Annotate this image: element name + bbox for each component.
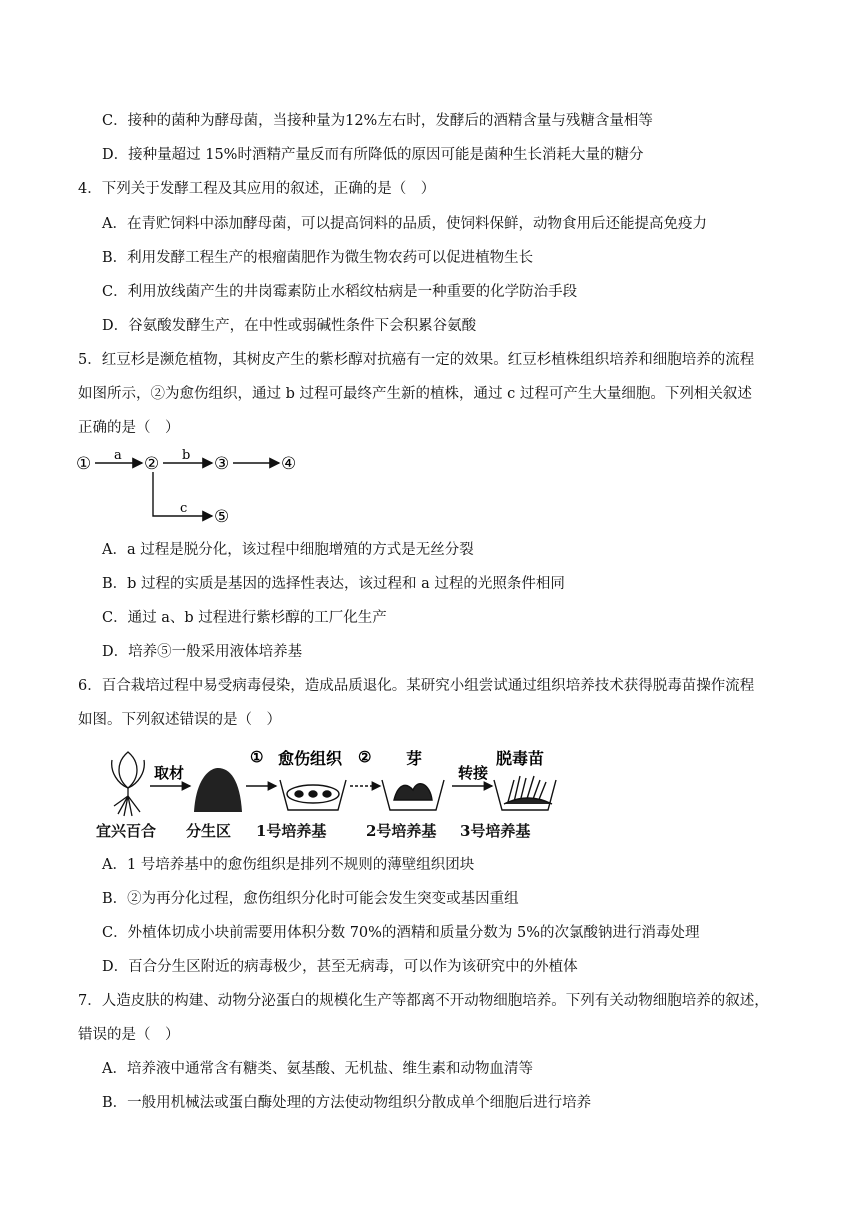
lily-plant-icon <box>112 752 145 816</box>
q6-diagram-labels <box>96 820 566 844</box>
q5-option-c: C．通过 a、b 过程进行紫杉醇的工厂化生产 <box>102 610 387 626</box>
q3-option-d: D．接种量超过 15%时酒精产量反而有所降低的原因可能是菌种生长消耗大量的糖分 <box>102 147 644 163</box>
medium-2-dish-icon <box>382 780 444 810</box>
q7-option-a: A．培养液中通常含有糖类、氨基酸、无机盐、维生素和动物血清等 <box>102 1061 533 1077</box>
question-7-stem-line1: 7．人造皮肤的构建、动物分泌蛋白的规模化生产等都离不开动物细胞培养。下列有关动物细胞培养的叙述， <box>78 993 769 1009</box>
question-4-stem: 4．下列关于发酵工程及其应用的叙述，正确的是（ ） <box>78 181 436 197</box>
node-4: ④ <box>281 454 297 474</box>
label-a: a <box>114 448 122 463</box>
q4-option-c: C．利用放线菌产生的井岗霉素防止水稻纹枯病是一种重要的化学防治手段 <box>102 284 578 300</box>
q6-option-d: D．百合分生区附近的病毒极少，甚至无病毒，可以作为该研究中的外植体 <box>102 959 578 975</box>
medium-3-dish-icon <box>494 776 556 810</box>
question-5-stem-line3: 正确的是（ ） <box>78 420 180 436</box>
arrow-label-take: 取材 <box>154 764 185 782</box>
q5-option-b: B．b 过程的实质是基因的选择性表达，该过程和 a 过程的光照条件相同 <box>102 576 565 592</box>
label-virus-free: 脱毒苗 <box>496 749 545 768</box>
node-5: ⑤ <box>214 507 230 527</box>
arrow-label-transfer: 转接 <box>458 764 489 782</box>
q6-option-c: C．外植体切成小块前需要用体积分数 70%的酒精和质量分数为 5%的次氯酸钠进行消毒处理 <box>102 925 700 941</box>
label-bud: 芽 <box>406 749 423 768</box>
q4-option-a: A．在青贮饲料中添加酵母菌，可以提高饲料的品质，使饲料保鲜，动物食用后还能提高免疫力 <box>102 216 707 232</box>
question-5-stem-line1: 5．红豆杉是濒危植物，其树皮产生的紫杉醇对抗癌有一定的效果。红豆杉植株组织培养和细胞培养的流程 <box>78 352 755 368</box>
node-3: ③ <box>214 454 230 474</box>
q6-option-a: A．1 号培养基中的愈伤组织是排列不规则的薄壁组织团块 <box>102 857 475 873</box>
q5-flow-diagram <box>76 448 306 528</box>
q5-option-d: D．培养⑤一般采用液体培养基 <box>102 644 303 660</box>
arrow-label-1: ① <box>250 748 264 766</box>
q4-option-b: B．利用发酵工程生产的根瘤菌肥作为微生物农药可以促进植物生长 <box>102 250 534 266</box>
label-medium-3: 3号培养基 <box>460 822 531 840</box>
label-medium-2: 2号培养基 <box>366 822 437 840</box>
q4-option-d: D．谷氨酸发酵生产，在中性或弱碱性条件下会积累谷氨酸 <box>102 318 477 334</box>
question-7-stem-line2: 错误的是（ ） <box>78 1027 180 1043</box>
label-meristem: 分生区 <box>186 822 232 840</box>
label-b: b <box>182 448 191 463</box>
node-2: ② <box>144 454 160 474</box>
label-callus: 愈伤组织 <box>278 749 343 768</box>
question-5-stem-line2: 如图所示，②为愈伤组织，通过 b 过程可最终产生新的植株，通过 c 过程可产生大量细胞。下列相关叙述 <box>78 386 752 402</box>
question-6-stem-line1: 6．百合栽培过程中易受病毒侵染，造成品质退化。某研究小组尝试通过组织培养技术获得脱毒苗操作流程 <box>78 678 755 694</box>
arrow-label-2: ② <box>358 748 372 766</box>
node-1: ① <box>76 454 92 474</box>
medium-1-dish-icon <box>280 780 346 810</box>
label-lily: 宜兴百合 <box>96 822 157 840</box>
meristem-icon <box>194 768 242 812</box>
q6-option-b: B．②为再分化过程，愈伤组织分化时可能会发生突变或基因重组 <box>102 891 519 907</box>
q3-option-c: C．接种的菌种为酵母菌，当接种量为12%左右时，发酵后的酒精含量与残糖含量相等 <box>102 113 653 129</box>
question-6-stem-line2: 如图。下列叙述错误的是（ ） <box>78 712 281 728</box>
label-medium-1: 1号培养基 <box>256 822 327 840</box>
q5-option-a: A．a 过程是脱分化，该过程中细胞增殖的方式是无丝分裂 <box>102 542 474 558</box>
label-c: c <box>180 501 188 516</box>
q7-option-b: B．一般用机械法或蛋白酶处理的方法使动物组织分散成单个细胞后进行培养 <box>102 1095 592 1111</box>
